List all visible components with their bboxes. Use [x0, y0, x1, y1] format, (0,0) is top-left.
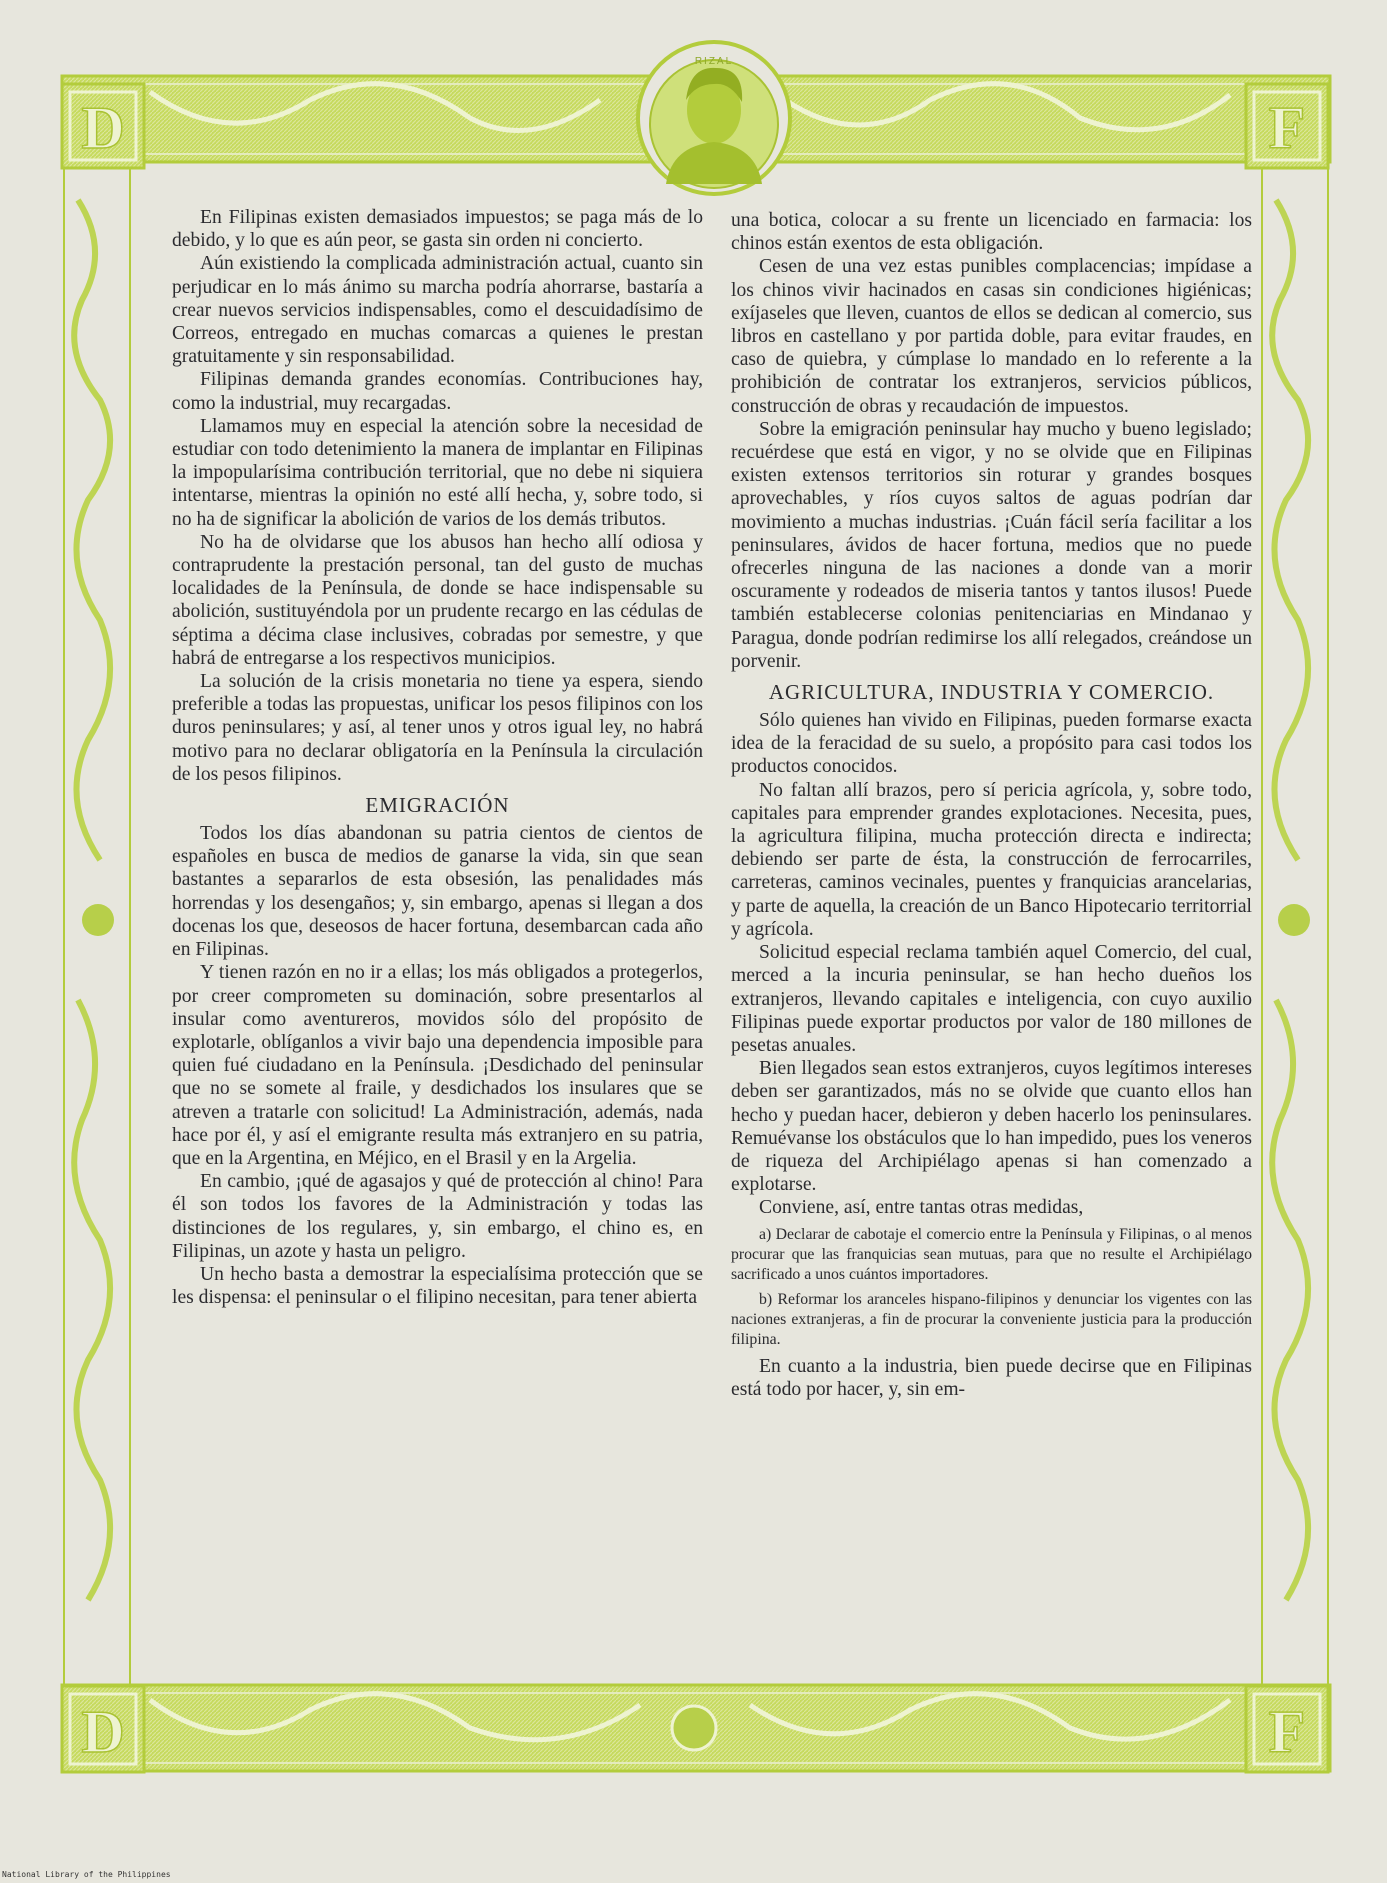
paragraph: En Filipinas existen demasiados impuestos; se paga más de lo debido, y lo que es aún peor, se gasta sin orden ni concierto. [172, 207, 703, 252]
paragraph: Filipinas demanda grandes economías. Contribuciones hay, como la industrial, muy recargadas. [172, 369, 703, 414]
medallion-label: RIZAL [694, 56, 734, 67]
paragraph: Solicitud especial reclama también aquel Comercio, del cual, merced a la incuria peninsular, se han hecho dueños los extranjeros, llevando capitales e inteligencia, con cuyo auxilio Filipinas puede exportar productos por valor de 180 millones de pesetas anuales. [731, 942, 1252, 1056]
paragraph: Y tienen razón en no ir a ellas; los más obligados a protegerlos, por creer comprometen su dominación, sobre presentarlos al insular como aventureros, movidos sólo del propósito de explotarle, oblíganlos a vivir bajo una dependencia imposible para quien fué ciudadano en la Península. ¡Desdichado del peninsular que no se somete al fraile, y desdichados los insulares que se atreven a tratarle con solicitud! La Administración, además, nada hace por él, y así el emigrante resulta más extranjero en su patria, que en la Argentina, en Méjico, en el Brasil y en la Argelia. [172, 962, 703, 1169]
library-credit: National Library of the Philippines [2, 1870, 171, 1879]
section-heading: AGRICULTURA, INDUSTRIA Y COMERCIO. [768, 680, 1215, 705]
right-column [731, 209, 1252, 1401]
paragraph: La solución de la crisis monetaria no tiene ya espera, siendo preferible a todas las propuestas, unificar los pesos filipinos con los duros peninsulares; y así, al tener unos y otros igual ley, no habrá motivo para no declarar obligatoría en la Península la circulación de los pesos filipinos. [172, 671, 703, 785]
paragraph: No ha de olvidarse que los abusos han hecho allí odiosa y contraprudente la prestación personal, tan del gusto de muchas localidades de la Península, de donde se hace indispensable su abolición, sustituyéndola por un prudente recargo en las cédulas de séptima a décima clase inclusives, cobradas por semestre, y que habrá de entregarse a los respectivos municipios. [172, 531, 703, 669]
paragraph: Todos los días abandonan su patria cientos de cientos de españoles en busca de medios de ganarse la vida, sin que sean bastantes a separarlos de esta obsesión, las penalidades más horrendas y los desengaños; y, sin embargo, apenas si llegan a dos docenas los que, deseosos de hacer fortuna, desembarcan cada año en Filipinas. [172, 823, 703, 961]
paragraph: En cuanto a la industria, bien puede decirse que en Filipinas está todo por hacer, y, sin em- [731, 1355, 1252, 1400]
left-column [172, 206, 703, 1309]
paragraph: En cambio, ¡qué de agasajos y qué de protección al chino! Para él son todos los favores de la Administración y todas las distinciones de los regulares, y, sin embargo, el chino es, en Filipinas, un azote y hasta un peligro. [172, 1171, 703, 1262]
corner-letter-bottom-left: D [81, 1699, 125, 1765]
rizal-medallion [638, 42, 790, 194]
section-heading: EMIGRACIÓN [365, 793, 510, 818]
left-band [64, 160, 130, 1688]
paragraph: Cesen de una vez estas punibles complacencias; impídase a los chinos vivir hacinados en casas sin condiciones higiénicas; exíjaseles que lleven, cuantos de ellos se dedican al comercio, sus libros en castellano y por partida doble, para evitar fraudes, en caso de quiebra, y cúmplase lo mandado en lo referente a la prohibición de contratar los extranjeros, servicios públicos, construcción de obras y recaudación de impuestos. [731, 256, 1252, 417]
list-item: a) Declarar de cabotaje el comercio entre la Península y Filipinas, o al menos procurar que las franquicias sean mutuas, para que no resulte el Archipiélago sacrificado a unos cuántos importadores. [731, 1225, 1252, 1283]
list-item: b) Reformar los aranceles hispano-filipinos y denunciar los vigentes con las naciones extranjeras, a fin de procurar la conveniente justicia para la producción filipina. [731, 1290, 1252, 1348]
paragraph: Llamamos muy en especial la atención sobre la necesidad de estudiar con todo detenimiento la manera de implantar en Filipinas la impopularísima contribución territorial, que no debe ni siquiera intentarse, mientras la opinión no esté allí hecha, y, sobre todo, si no ha de significar la abolición de varios de los demás tributos. [172, 415, 703, 530]
paragraph: Aún existiendo la complicada administración actual, cuanto sin perjudicar en lo más ánimo su marcha podría ahorrarse, bastaría a crear nuevos servicios indispensables, como el descuidadísimo de Correos, entregado en muchas comarcas a quienes le prestan gratuitamente y sin responsabilidad. [172, 253, 703, 368]
paragraph: Bien llegados sean estos extranjeros, cuyos legítimos intereses deben ser garantizados, más no se olvide que cuanto ellos han hecho y puedan hacer, debieron y deben hacerlo los peninsulares. Remuévanse los obstáculos que lo han impedido, pues los veneros de riqueza del Archipiélago apenas si han comenzado a explotarse. [731, 1058, 1252, 1196]
corner-letter-top-left: D [81, 95, 125, 161]
paragraph: No faltan allí brazos, pero sí pericia agrícola, y, sobre todo, capitales para emprender grandes explotaciones. Necesita, pues, la agricultura filipina, mucha protección directa e indirecta; debiendo ser parte de ésta, la construcción de ferrocarriles, carreteras, caminos vecinales, puentes y franquicias arancelarias, y parte de aquella, la creación de un Banco Hipotecario territorrial y agrícola. [731, 779, 1252, 940]
bottom-band [62, 1685, 1330, 1771]
paragraph: Conviene, así, entre tantas otras medidas, [759, 1197, 1084, 1219]
paragraph: Un hecho basta a demostrar la especialísima protección que se les dispensa: el peninsular o el filipino necesitan, para tener abierta [172, 1263, 703, 1309]
paragraph: Sólo quienes han vivido en Filipinas, pueden formarse exacta idea de la feracidad de su suelo, a propósito para casi todos los productos conocidos. [731, 710, 1252, 778]
corner-letter-top-right: F [1268, 95, 1306, 161]
corner-letter-bottom-right: F [1268, 1699, 1306, 1765]
right-band [1262, 160, 1328, 1688]
paragraph: una botica, colocar a su frente un licenciado en farmacia: los chinos están exentos de esta obligación. [731, 210, 1252, 255]
paragraph: Sobre la emigración peninsular hay mucho y bueno legislado; recuérdese que está en vigor, y no se olvide que en Filipinas existen extensos territorios sin roturar y grandes bosques aprovechables, y ríos cuyos saltos de aguas podrían dar movimiento a muchas industrias. ¡Cuán fácil sería facilitar a los peninsulares, ávidos de hacer fortuna, medios que no puede ofrecerles ninguna de las naciones a donde van a morir oscuramente y rodeados de miseria tantos y tantos ilusos! Puede también establecerse colonias penitenciarias en Mindanao y Paragua, donde podrían redimirse los allí relegados, creándose un porvenir. [731, 418, 1252, 672]
